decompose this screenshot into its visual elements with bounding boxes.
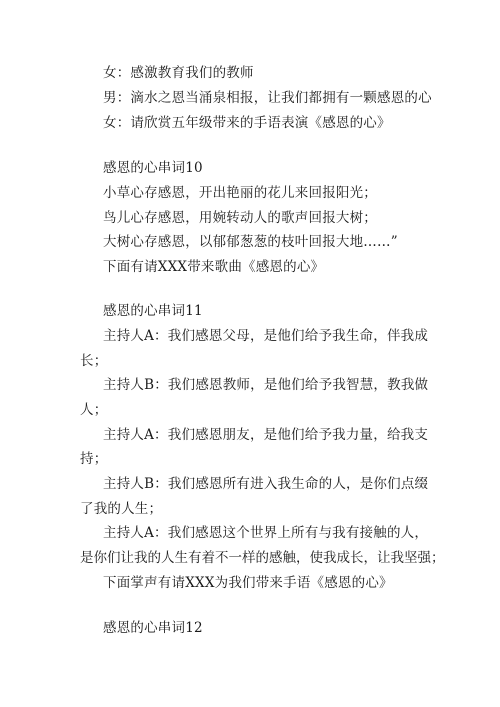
text-line: 下面有请XXX带来歌曲《感恩的心》 <box>103 259 325 275</box>
text-line: 是你们让我的人生有着不一样的感触，使我成长，让我坚强； <box>80 550 445 566</box>
section-heading: 感恩的心串词10 <box>103 160 203 176</box>
text-line: 男：滴水之恩当涌泉相报，让我们都拥有一颗感恩的心 <box>103 90 432 106</box>
text-line: 主持人B：我们感恩教师，是他们给予我智慧，教我做 <box>103 377 429 393</box>
text-line: 大树心存感恩，以郁郁葱葱的枝叶回报大地……” <box>103 234 398 250</box>
text-line: 主持人A：我们感恩朋友，是他们给予我力量，给我支 <box>103 427 429 443</box>
text-line: 女：请欣赏五年级带来的手语表演《感恩的心》 <box>103 115 391 131</box>
text-line: 持； <box>80 451 108 467</box>
text-line: 长； <box>80 353 108 369</box>
text-line: 人； <box>80 402 108 418</box>
text-line: 小草心存感恩，开出艳丽的花儿来回报阳光； <box>103 185 377 201</box>
text-line: 鸟儿心存感恩，用婉转动人的歌声回报大树； <box>103 210 377 226</box>
text-line: 主持人B：我们感恩所有进入我生命的人，是你们点缀 <box>103 476 429 492</box>
text-line: 下面掌声有请XXX为我们带来手语《感恩的心》 <box>103 575 393 591</box>
text-line: 了我的人生； <box>80 501 163 517</box>
section-heading: 感恩的心串词11 <box>103 303 203 319</box>
text-line: 主持人A：我们感恩这个世界上所有与我有接触的人， <box>103 525 429 541</box>
section-heading: 感恩的心串词12 <box>103 620 203 636</box>
text-line: 主持人A：我们感恩父母，是他们给予我生命，伴我成 <box>103 328 429 344</box>
text-line: 女：感激教育我们的教师 <box>103 65 254 81</box>
